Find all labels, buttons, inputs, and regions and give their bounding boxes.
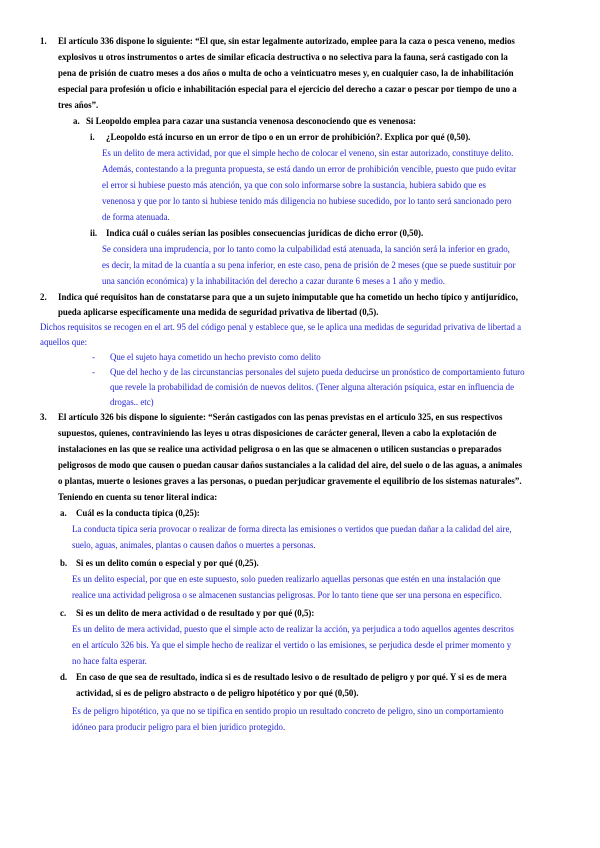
q2-bullet-line: que revele la probabilidad de comisión de nuevos delitos. (Tener alguna alteración psíquica, estar en influencia de bbox=[110, 382, 515, 392]
q1a-text: Si Leopoldo emplea para cazar una sustancia venenosa desconociendo que es venenosa: bbox=[86, 116, 416, 126]
q3c-answer-line: no hace falta esperar. bbox=[72, 656, 147, 666]
q1-prompt-line: explosivos u otros instrumentos o artes de similar eficacia destructiva o no selectiva para la fauna, será castigado con la bbox=[58, 52, 508, 62]
q1-prompt-line: El artículo 336 dispone lo siguiente: “El que, sin estar legalmente autorizado, emplee para la caza o pesca veneno, medios bbox=[58, 36, 515, 46]
q2-bullet-line: Que el sujeto haya cometido un hecho previsto como delito bbox=[110, 352, 321, 362]
q1-prompt-line: tres años”. bbox=[58, 100, 99, 110]
q3-number: 3. bbox=[40, 412, 47, 422]
q3-prompt-line: o plantas, muerte o lesiones graves a las personas, o puedan perjudicar gravemente el equilibrio de los sistemas naturales”. bbox=[58, 476, 522, 486]
q3d-answer-line: idóneo para producir peligro para el bien jurídico protegido. bbox=[72, 722, 286, 732]
q1ai-answer-line: el error si hubiese puesto más atención, ya que con solo informarse sobre la sustancia, hubiera sabido que es bbox=[102, 180, 486, 190]
q1aii-answer-line: es decir, la mitad de la cuantía a su pena inferior, en este caso, pena de prisión de 2 meses (que se puede sustituir por bbox=[102, 260, 516, 270]
q3c-question: Si es un delito de mera actividad o de resultado y por qué (0,5): bbox=[76, 608, 315, 618]
q2-bullet-marker: - bbox=[92, 352, 95, 362]
q3d-question-line: actividad, si es de peligro abstracto o de peligro hipotético y por qué (0,50). bbox=[76, 688, 359, 698]
q3b-question: Si es un delito común o especial y por qué (0,25). bbox=[76, 558, 259, 568]
q2-number: 2. bbox=[40, 292, 47, 302]
q3b-answer-line: realice una actividad peligrosa o se almacenen sustancias peligrosas. Por lo tanto tiene que ser una persona en específico. bbox=[72, 590, 502, 600]
q3a-marker: a. bbox=[60, 508, 67, 518]
q1ai-answer-line: Es un delito de mera actividad, por que el simple hecho de colocar el veneno, sin estar autorizado, constituye delito. bbox=[102, 148, 514, 158]
q1aii-question: Indica cuál o cuáles serían las posibles consecuencias jurídicas de dicho error (0,50). bbox=[106, 228, 424, 238]
q3a-question: Cuál es la conducta típica (0,25): bbox=[76, 508, 200, 518]
q1a-marker: a. bbox=[73, 116, 80, 126]
q1ai-marker: i. bbox=[90, 132, 95, 142]
q2-prompt-line: pueda aplicarse específicamente una medida de seguridad privativa de libertad (0,5). bbox=[58, 307, 379, 317]
q2-bullet-line: drogas.. etc) bbox=[110, 397, 154, 407]
q3-prompt-line: El artículo 326 bis dispone lo siguiente: “Serán castigados con las penas previstas en el artículo 325, en sus respectivos bbox=[58, 412, 503, 422]
q3-prompt-line: Teniendo en cuenta su tenor literal indica: bbox=[58, 492, 218, 502]
q2-bullet-marker: - bbox=[92, 367, 95, 377]
q1ai-answer-line: de forma atenuada. bbox=[102, 212, 170, 222]
q1ai-answer-line: venenosa y que por lo tanto si hubiese tenido más diligencia no hubiese sucedido, por lo tanto será sancionado pero bbox=[102, 196, 512, 206]
q2-answer-line: Dichos requisitos se recogen en el art. 95 del código penal y establece que, se le aplica una medidas de seguridad privativa de libertad a bbox=[40, 322, 522, 332]
q3a-answer-line: suelo, aguas, animales, plantas o causen daños o muertes a personas. bbox=[72, 540, 316, 550]
q1-prompt-line: pena de prisión de cuatro meses a dos años o multa de ocho a veinticuatro meses y, en cualquier caso, la de inhabilitación bbox=[58, 68, 514, 78]
q3b-answer-line: Es un delito especial, por que en este supuesto, solo pueden realizarlo aquellas personas que estén en una instalación que bbox=[72, 574, 501, 584]
q1ai-answer-line: Además, contestando a la pregunta propuesta, se está dando un error de prohibición vencible, puesto que pudo evitar bbox=[102, 164, 517, 174]
q1aii-marker: ii. bbox=[90, 228, 98, 238]
q2-bullet-line: Que del hecho y de las circunstancias personales del sujeto pueda deducirse un pronóstico de comportamiento futuro bbox=[110, 367, 525, 377]
q3d-question-line: En caso de que sea de resultado, indica si es de resultado lesivo o de resultado de peligro y por qué. Y si es de mera bbox=[76, 672, 507, 682]
q3b-marker: b. bbox=[60, 558, 68, 568]
q3c-marker: c. bbox=[60, 608, 67, 618]
q2-prompt-line: Indica qué requisitos han de constatarse para que a un sujeto inimputable que ha cometido un hecho típico y antijurídico, bbox=[58, 292, 518, 302]
q3d-answer-line: Es de peligro hipotético, ya que no se tipifica en sentido propio un resultado concreto de peligro, sino un comportamiento bbox=[72, 706, 504, 716]
q3-prompt-line: instalaciones en las que se realice una actividad peligrosa o en las que se almacenen o utilicen sustancias o preparados bbox=[58, 444, 502, 454]
q2-answer-line: aquellos que: bbox=[40, 337, 88, 347]
q3c-answer-line: Es un delito de mera actividad, puesto que el simple acto de realizar la acción, ya perjudica a todo aquellos agentes descritos bbox=[72, 624, 514, 634]
q1-prompt-line: especial para profesión u oficio e inhabilitación especial para el ejercicio del derecho a cazar o pescar por tiempo de uno a bbox=[58, 84, 517, 94]
q3c-answer-line: en el artículo 326 bis. Ya que el simple hecho de realizar el vertido o las emisiones, se perjudica desde el primer momento y bbox=[72, 640, 512, 650]
q1aii-answer-line: Se considera una imprudencia, por lo tanto como la culpabilidad está atenuada, la sanción será la inferior en grado, bbox=[102, 244, 510, 254]
q3d-marker: d. bbox=[60, 672, 68, 682]
q3-prompt-line: peligrosos de modo que causen o puedan causar daños sustanciales a la calidad del aire, del suelo o de las aguas, a animales bbox=[58, 460, 523, 470]
q3-prompt-line: supuestos, quienes, contraviniendo las leyes u otras disposiciones de carácter general, lleven a cabo la explotación de bbox=[58, 428, 497, 438]
q1-number: 1. bbox=[40, 36, 47, 46]
q1aii-answer-line: una sanción económica) y la inhabilitación del derecho a cazar durante 6 meses a 1 año y medio. bbox=[102, 276, 446, 286]
q1ai-question: ¿Leopoldo está incurso en un error de tipo o en un error de prohibición?. Explica por qué (0,50). bbox=[106, 132, 471, 142]
q3a-answer-line: La conducta típica sería provocar o realizar de forma directa las emisiones o vertidos que puedan dañar a la calidad del aire, bbox=[72, 524, 512, 534]
